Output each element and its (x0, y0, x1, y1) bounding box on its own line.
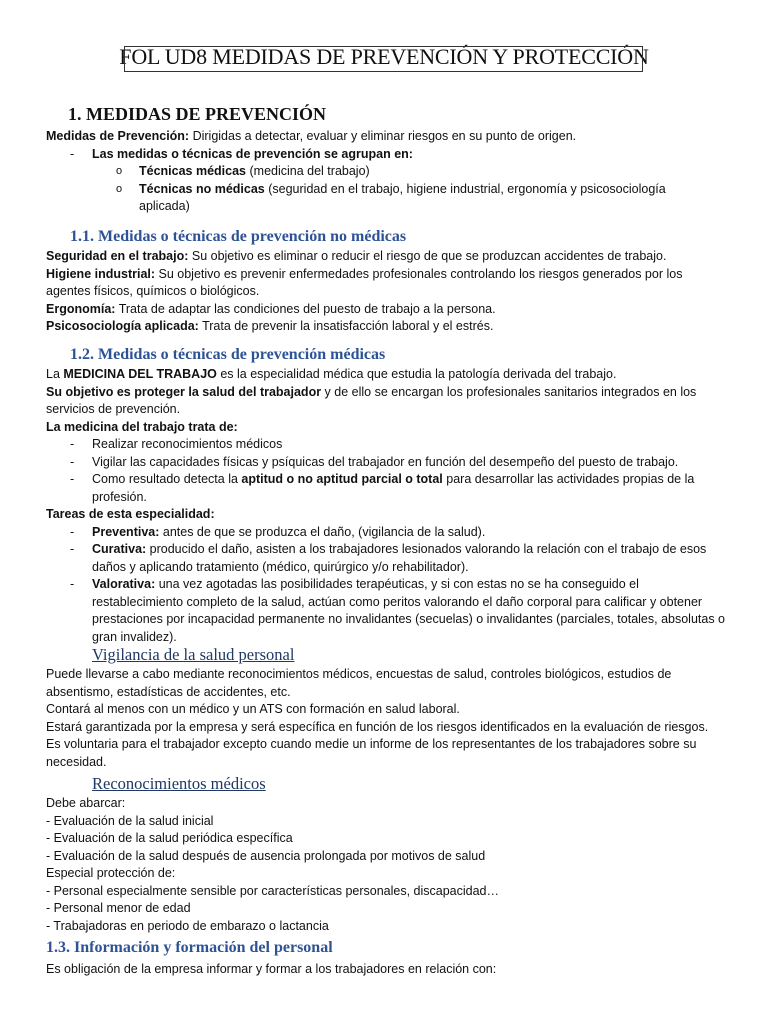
list-item: - Evaluación de la salud después de ausencia prolongada por motivos de salud (46, 848, 486, 863)
section-1-body (46, 128, 726, 216)
list-item: - Valorativa: una vez agotadas las posibilidades terapéuticas, y si con estas no se ha conseguido el restablecimiento completo de la salud, actúan como peritos valorando el daño corporal para calificar y obtener prestaciones por incapacidad permanente no invalidantes (secuelas) o invalidantes (parciales, totales, absolutas o gran invalidez). (46, 576, 726, 646)
list-item: - Las medidas o técnicas de prevención se agrupan en: (46, 146, 726, 164)
list-item: - Curativa: producido el daño, asisten a los trabajadores lesionados valorando la relación con el trabajo de esos daños y aplicando tratamiento (médico, quirúrgico y/o rehabilitador). (46, 541, 726, 576)
list-item: - Vigilar las capacidades físicas y psíquicas del trabajador en función del desempeño del puesto de trabajo. (46, 454, 726, 472)
vigilancia-body (46, 666, 726, 771)
paragraph: Estará garantizada por la empresa y será específica en función de los riesgos identificados en la evaluación de riesgos. (46, 719, 709, 734)
list-item: - Realizar reconocimientos médicos (46, 436, 726, 454)
paragraph: Puede llevarse a cabo mediante reconocimientos médicos, encuestas de salud, controles biológicos, estudios de absentismo, estadísticas de accidentes, etc. (46, 667, 672, 699)
list-item: o Técnicas no médicas (seguridad en el trabajo, higiene industrial, ergonomía y psicosociología aplicada) (46, 181, 726, 216)
paragraph: Es obligación de la empresa informar y formar a los trabajadores en relación con: (46, 962, 497, 976)
paragraph: Seguridad en el trabajo: Su objetivo es eliminar o reducir el riesgo de que se produzcan accidentes de trabajo. (46, 249, 667, 263)
section-1-heading: 1. MEDIDAS DE PREVENCIÓN (68, 104, 327, 124)
section-1-1-heading: 1.1. Medidas o técnicas de prevención no médicas (70, 228, 407, 245)
section-1-3-heading: 1.3. Información y formación del personal (46, 939, 333, 956)
vigilancia-heading: Vigilancia de la salud personal (92, 645, 295, 664)
paragraph: Es voluntaria para el trabajador excepto cuando medie un informe de los representantes de los trabajadores sobre su necesidad. (46, 737, 697, 769)
paragraph: Ergonomía: Trata de adaptar las condiciones del puesto de trabajo a la persona. (46, 301, 496, 316)
paragraph: Psicosociología aplicada: Trata de prevenir la insatisfacción laboral y el estrés. (46, 319, 494, 333)
list-item: - Como resultado detecta la aptitud o no aptitud parcial o total para desarrollar las actividades propias de la profesión. (46, 471, 726, 506)
list-item: - Personal especialmente sensible por características personales, discapacidad… (46, 883, 500, 898)
reconocimientos-body (46, 795, 726, 935)
list-item: - Preventiva: antes de que se produzca el daño, (vigilancia de la salud). (46, 524, 726, 542)
list-item: - Evaluación de la salud inicial (46, 813, 214, 828)
paragraph: La MEDICINA DEL TRABAJO es la especialidad médica que estudia la patología derivada del trabajo. (46, 367, 617, 381)
list-item: o Técnicas médicas (medicina del trabajo) (46, 163, 726, 181)
paragraph: Medidas de Prevención: Dirigidas a detectar, evaluar y eliminar riesgos en su punto de origen. (46, 129, 577, 143)
paragraph: Debe abarcar: (46, 796, 126, 810)
reconocimientos-heading: Reconocimientos médicos (92, 774, 266, 793)
paragraph: Su objetivo es proteger la salud del trabajador y de ello se encargan los profesionales sanitarios integrados en los servicios de prevención. (46, 384, 697, 416)
paragraph: Contará al menos con un médico y un ATS con formación en salud laboral. (46, 702, 460, 716)
section-1-3-body (46, 961, 726, 979)
paragraph: Tareas de esta especialidad: (46, 507, 215, 521)
title-box (124, 46, 643, 72)
section-1-2-body (46, 366, 726, 646)
document-title: FOL UD8 MEDIDAS DE PREVENCIÓN Y PROTECCIÓN (119, 44, 649, 69)
list-item: - Evaluación de la salud periódica específica (46, 831, 293, 845)
section-1-2-heading: 1.2. Medidas o técnicas de prevención médicas (70, 346, 386, 363)
list-item: - Personal menor de edad (46, 901, 191, 915)
section-1-1-body (46, 248, 726, 336)
paragraph: Higiene industrial: Su objetivo es prevenir enfermedades profesionales controlando los riesgos generados por los agentes físicos, químicos o biológicos. (46, 266, 683, 298)
paragraph: Especial protección de: (46, 866, 176, 880)
paragraph: La medicina del trabajo trata de: (46, 419, 238, 434)
list-item: - Trabajadoras en periodo de embarazo o lactancia (46, 918, 329, 933)
